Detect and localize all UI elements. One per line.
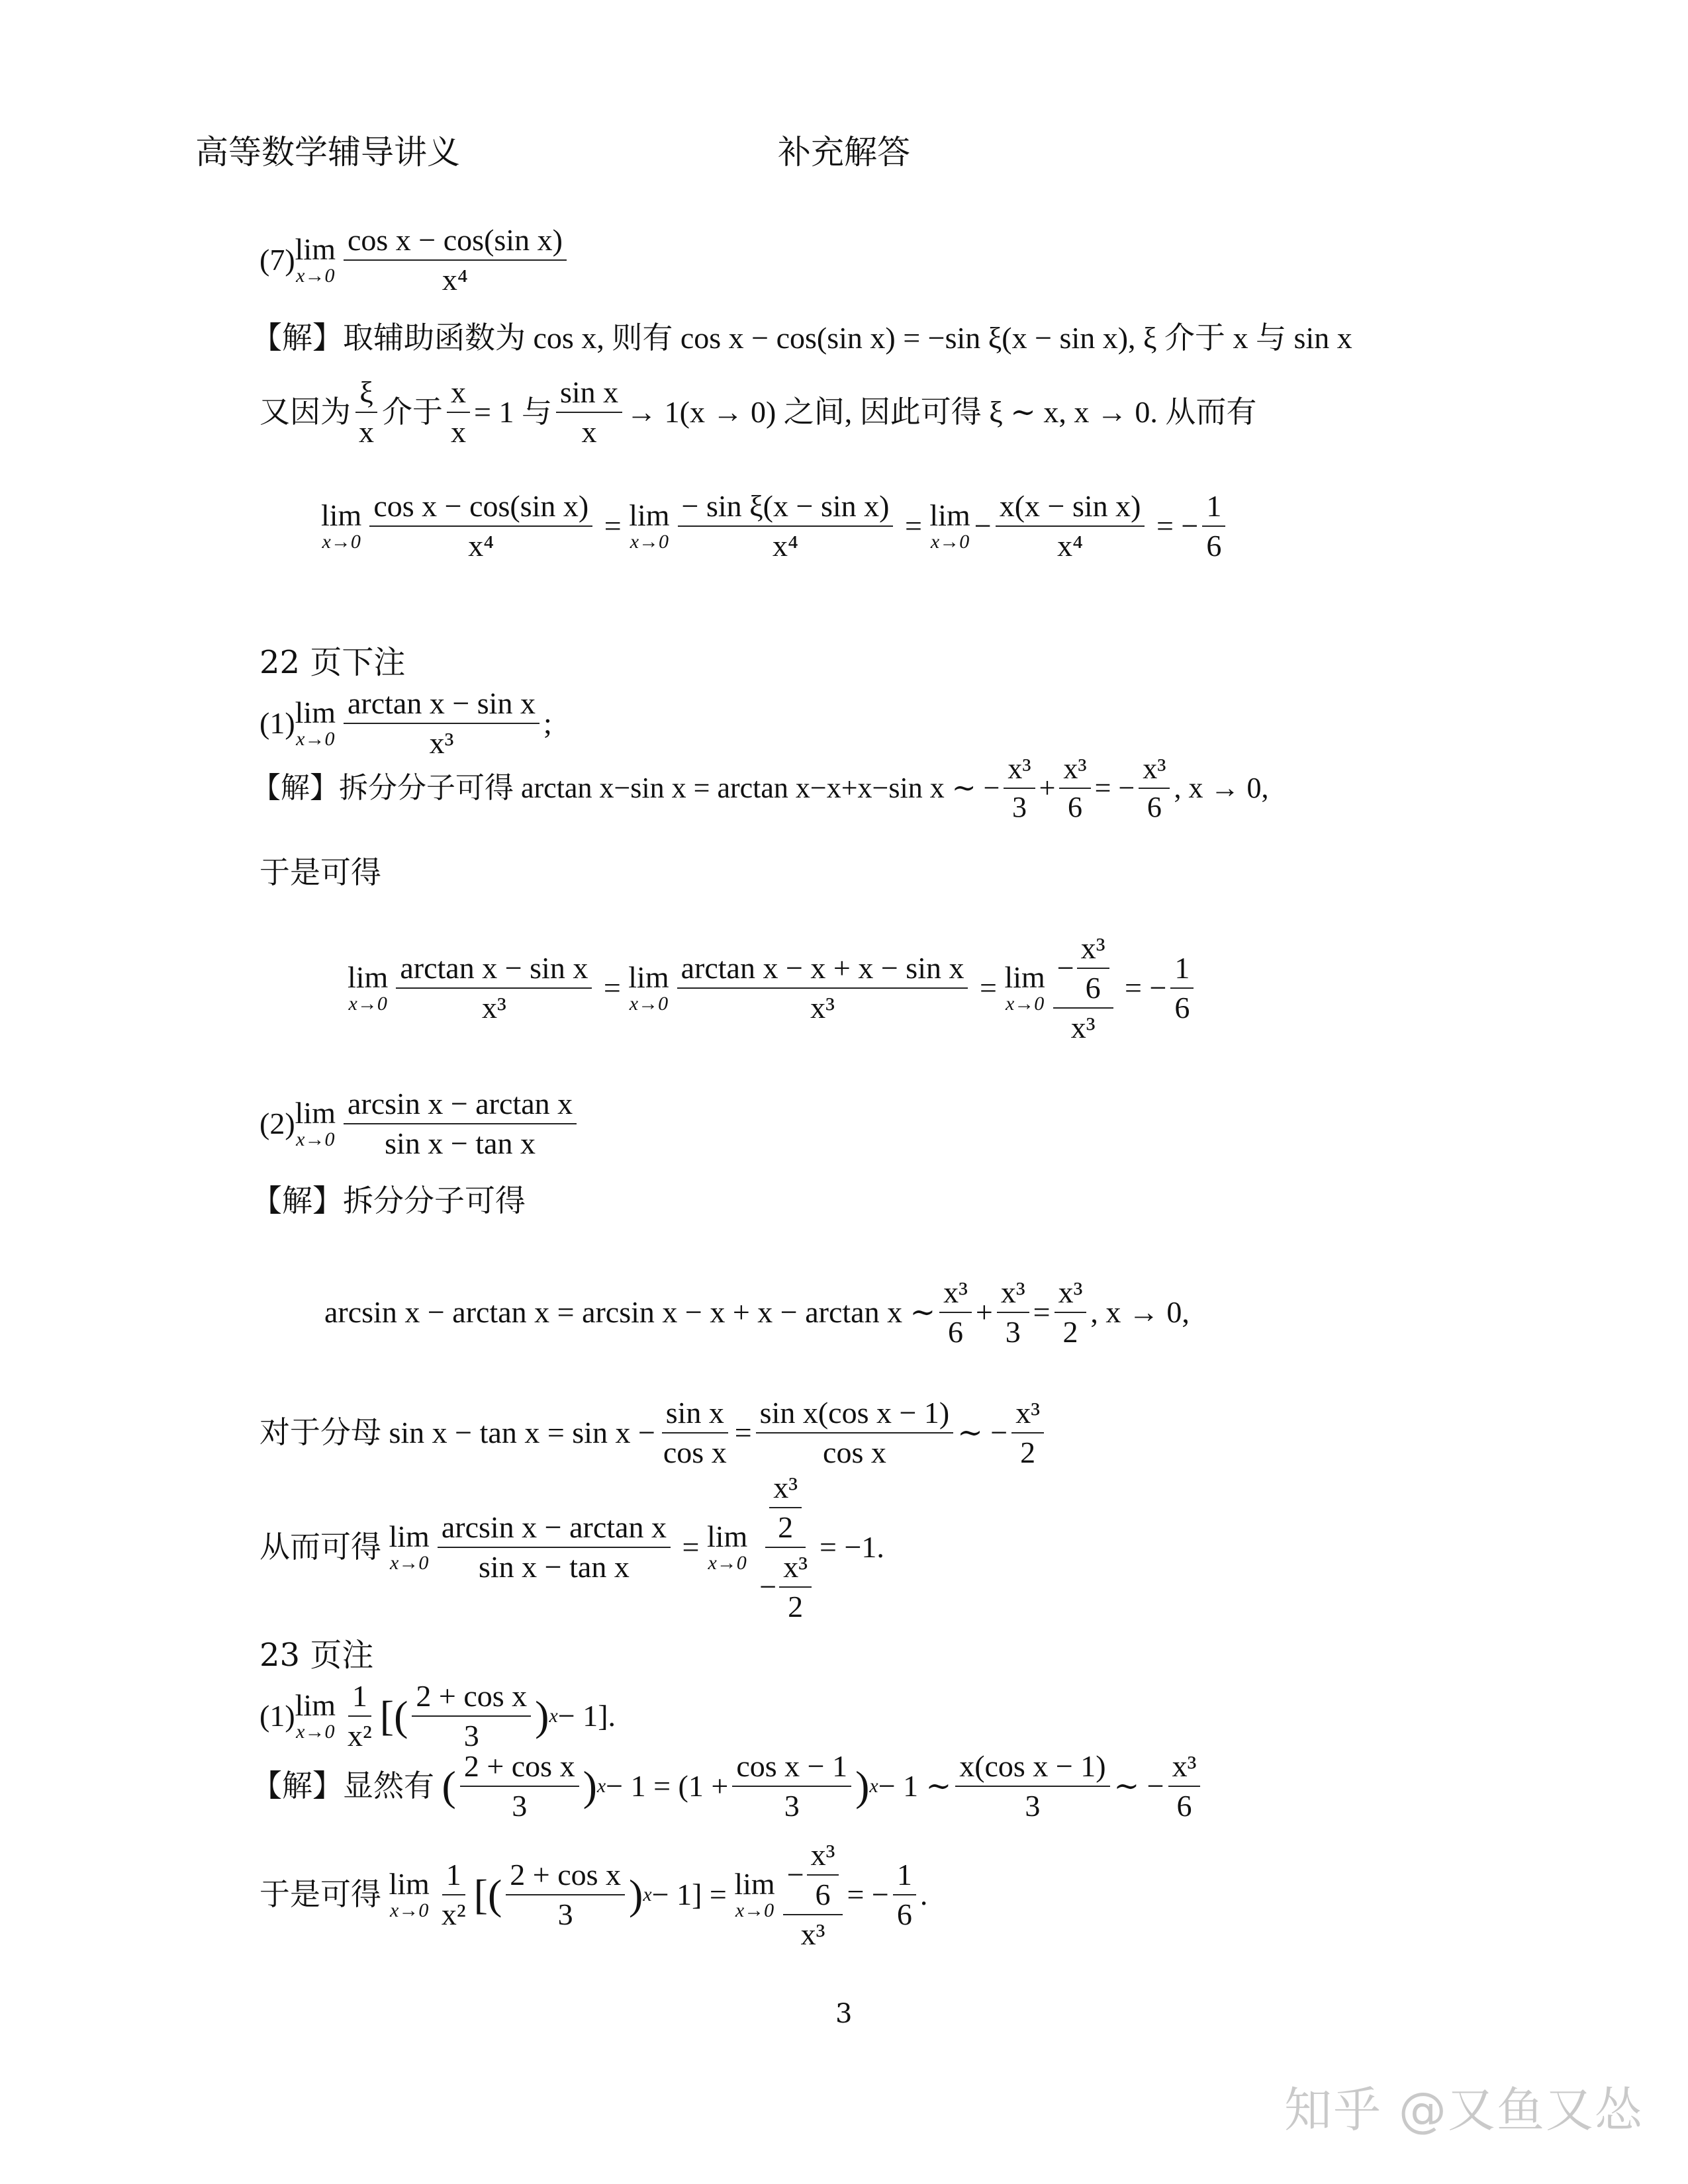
- solution-22-1-line: 【解】 拆分分子可得 arctan x−sin x = arctan x−x+x−sin x ∼ − $\frac{\text{x³}}{3}$ + $\frac{\text{x³}}{6}$ = − $\frac{\text{x³}}{6}$ , x → 0,: [252, 752, 1269, 823]
- header-title-right: 补充解答: [778, 133, 910, 171]
- section-heading-22: 22 页下注: [259, 644, 406, 681]
- final-22-2: 从而可得 lim x→0 $\frac{\text{arcsin x − arctan x}}{\text{sin x − tan x}}$ = lim x→0 $\frac{\text{x³}}{2}$ − $\frac{\text{x³}}{2}$ = −1.: [259, 1471, 884, 1623]
- solution-text: 取辅助函数为 cos x, 则有 cos x − cos(sin x) = −sin ξ(x − sin x), ξ 介于 x 与 sin x: [343, 321, 1352, 355]
- text-line: 于是可得: [259, 854, 381, 890]
- text: 又因为: [259, 395, 351, 429]
- problem-label: (7): [259, 243, 295, 277]
- problem-22-2: (2) lim x→0 $\frac{\text{arcsin x − arctan x}}{\text{sin x − tan x}}$: [259, 1089, 581, 1159]
- denominator-line: 对于分母 sin x − tan x = sin x − $\frac{\text{sin x}}{\text{cos x}}$ = $\frac{\text{sin x(cos x − 1)}}{\text{cos x}}$ ∼ − $\frac{\text{x³}}{2}$: [259, 1398, 1048, 1468]
- solution-7-line-1: [252, 323, 1352, 353]
- solution-7-line-2: [259, 377, 1256, 447]
- final-23-1: 于是可得 lim x→0 $\frac{1}{\text{x²}}$ [( $\frac{\text{2 + cos x}}{3}$ ) x − 1] = lim x→0 − $\frac{\text{x³}}{6}$ x³ = − $\frac{1}{6}$ .: [259, 1838, 928, 1951]
- problem-23-1: (1) lim x→0 $\frac{1}{\text{x²}}$ [( $\frac{\text{2 + cos x}}{3}$ ) x − 1].: [259, 1679, 616, 1752]
- problem-7: [259, 225, 571, 295]
- fraction: $\frac{\text{cos x − cos(sin x)}}{\text{x⁴}}$: [344, 225, 567, 295]
- page-number: 3: [835, 1999, 853, 2029]
- limit-op: lim x→0: [295, 232, 336, 287]
- equation-22-1: lim x→0 $\frac{\text{arctan x − sin x}}{\text{x³}}$ = lim x→0 $\frac{\text{arctan x − x + x − sin x}}{\text{x³}}$ = lim x→0 − $\frac{\text{x³}}{6}$ x³ = − $\frac{1}{6}$: [348, 933, 1197, 1043]
- text: = 1 与: [474, 395, 552, 429]
- fraction: $\frac{\text{sin x}}{x}$: [556, 377, 622, 447]
- equation-7: lim x→0 $\frac{\text{cos x − cos(sin x)}}{\text{x⁴}}$ = lim x→0 $\frac{\text{− sin ξ(x − sin x)}}{\text{x⁴}}$ = lim x→0 − $\frac{\text{x(x − sin x)}}{\text{x⁴}}$ = − $\frac{1}{6}$: [321, 491, 1229, 561]
- problem-22-1: (1) lim x→0 $\frac{\text{arctan x − sin x}}{\text{x³}}$ ;: [259, 686, 552, 760]
- solution-tag: 【解】: [252, 321, 343, 355]
- solution-22-2-line: 【解】拆分分子可得: [252, 1183, 526, 1218]
- equation-22-2: arcsin x − arctan x = arcsin x − x + x − arctan x ∼ $\frac{\text{x³}}{6}$ + $\frac{\text{x³}}{3}$ = $\frac{\text{x³}}{2}$ , x → 0,: [324, 1275, 1190, 1349]
- watermark: 知乎 @又鱼又怂: [1284, 2082, 1644, 2138]
- section-heading-23: 23 页注: [259, 1637, 374, 1674]
- solution-23-1-line: 【解】 显然有 ( $\frac{\text{2 + cos x}}{3}$ ) x − 1 = (1 + $\frac{\text{cos x − 1}}{3}$ ) x − 1 ∼ $\frac{\text{x(cos x − 1)}}{3}$ ∼ − $\frac{\text{x³}}{6}$: [252, 1751, 1204, 1821]
- header-title-left: 高等数学辅导讲义: [195, 133, 460, 171]
- text: 介于: [382, 395, 443, 429]
- fraction: $\frac{x}{x}$: [447, 377, 470, 447]
- text: → 1(x → 0) 之间, 因此可得 ξ ∼ x, x → 0. 从而有: [626, 395, 1257, 429]
- fraction: $\frac{\xi}{x}$: [355, 377, 378, 447]
